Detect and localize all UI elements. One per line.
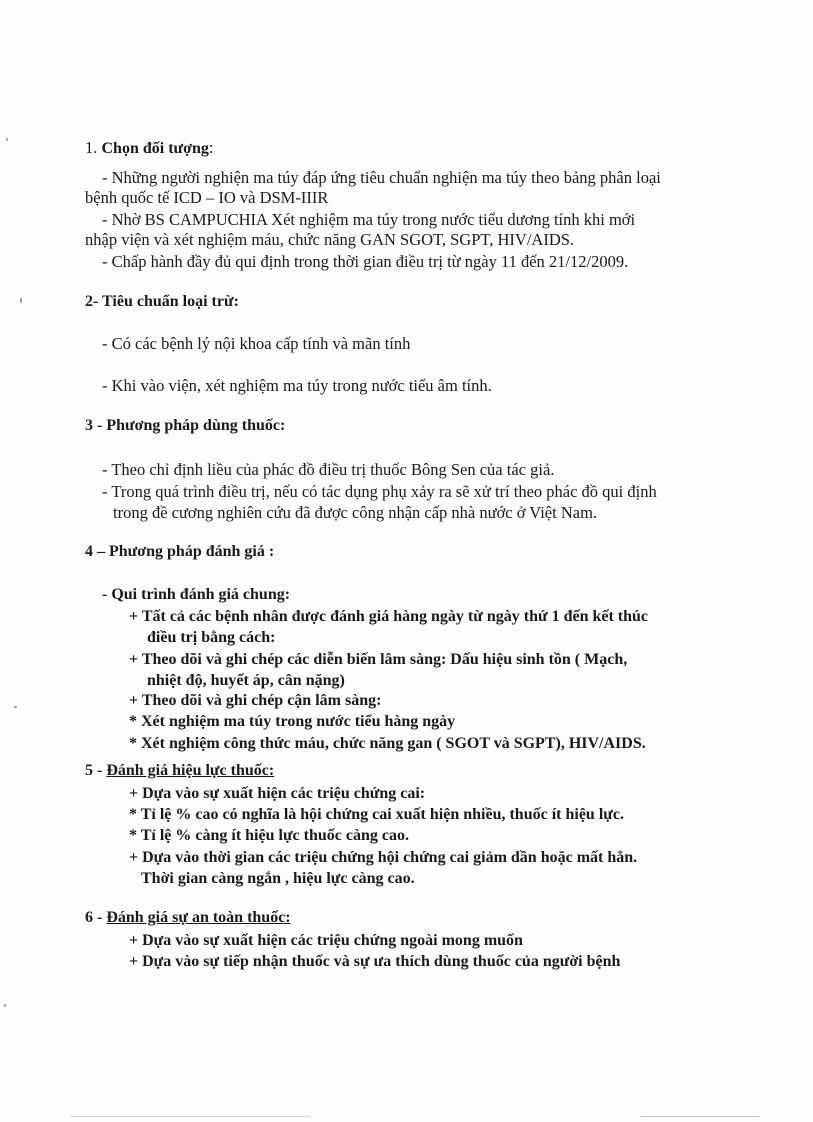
section6-line: + Dựa vào sự tiếp nhận thuốc và sự ưa thích dùng thuốc của người bệnh bbox=[129, 953, 621, 970]
section1-line: - Những người nghiện ma túy đáp ứng tiêu chuẩn nghiện ma túy theo bảng phân loại bbox=[102, 168, 661, 187]
section3-line: - Theo chỉ định liều của phác đồ điều trị thuốc Bông Sen của tác giả. bbox=[102, 460, 555, 479]
section1-heading bbox=[85, 138, 213, 159]
scan-speck bbox=[70, 1116, 310, 1117]
section3-title: 3 - Phương pháp dùng thuốc: bbox=[85, 417, 286, 434]
section1-line: bệnh quốc tế ICD – IO và DSM-IIIR bbox=[85, 188, 329, 207]
section2-line: - Có các bệnh lý nội khoa cấp tính và mãn tính bbox=[102, 334, 411, 353]
section6-number: 6 - bbox=[85, 909, 107, 926]
section1-title: Chọn đối tượng bbox=[101, 140, 209, 157]
section1-line: - Chấp hành đầy đủ qui định trong thời gian điều trị từ ngày 11 đến 21/12/2009. bbox=[102, 252, 629, 271]
section5-line: * Tỉ lệ % càng ít hiệu lực thuốc càng cao. bbox=[129, 827, 409, 844]
section6-heading bbox=[85, 908, 291, 928]
section4-title: 4 – Phương pháp đánh giá : bbox=[85, 543, 275, 560]
section4-line: * Xét nghiệm ma túy trong nước tiểu hàng ngày bbox=[129, 713, 456, 730]
scan-speck bbox=[640, 1116, 760, 1117]
section5-number: 5 - bbox=[85, 762, 107, 779]
scan-speck bbox=[14, 706, 17, 708]
section5-line: Thời gian càng ngắn , hiệu lực càng cao. bbox=[141, 870, 415, 887]
section4-line: + Theo dõi và ghi chép các diễn biến lâm sàng: Dấu hiệu sinh tồn ( Mạch, bbox=[129, 651, 628, 668]
section5-line: + Dựa vào thời gian các triệu chứng hội chứng cai giảm dần hoặc mất hẳn. bbox=[129, 849, 638, 866]
scan-speck bbox=[20, 298, 22, 303]
section5-heading bbox=[85, 761, 274, 781]
section4-line: + Tất cả các bệnh nhân được đánh giá hàng ngày từ ngày thứ 1 đến kết thúc bbox=[129, 608, 649, 625]
section2-title: 2- Tiêu chuẩn loại trừ: bbox=[85, 293, 239, 310]
section2-line: - Khi vào viện, xét nghiệm ma túy trong nước tiểu âm tính. bbox=[102, 376, 492, 395]
scan-speck bbox=[4, 1004, 6, 1007]
section1-line: - Nhờ BS CAMPUCHIA Xét nghiệm ma túy trong nước tiểu dương tính khi mới bbox=[102, 210, 636, 229]
scan-speck bbox=[6, 138, 8, 141]
section3-line: trong đề cương nghiên cứu đã được công nhận cấp nhà nước ở Việt Nam. bbox=[113, 503, 598, 522]
section5-line: * Tỉ lệ % cao có nghĩa là hội chứng cai xuất hiện nhiều, thuốc ít hiệu lực. bbox=[129, 806, 624, 823]
section4-line: nhiệt độ, huyết áp, cân nặng) bbox=[147, 672, 345, 689]
section4-line: + Theo dõi và ghi chép cận lâm sàng: bbox=[129, 692, 382, 709]
section4-line: * Xét nghiệm công thức máu, chức năng gan ( SGOT và SGPT), HIV/AIDS. bbox=[129, 735, 646, 752]
section5-title: Đánh giá hiệu lực thuốc: bbox=[106, 762, 275, 779]
section1-colon: : bbox=[208, 138, 214, 157]
section6-title: Đánh giá sự an toàn thuốc: bbox=[106, 909, 291, 926]
section3-line: - Trong quá trình điều trị, nếu có tác dụng phụ xảy ra sẽ xử trí theo phác đồ qui định bbox=[102, 482, 657, 501]
section1-line: nhập viện và xét nghiệm máu, chức năng GAN SGOT, SGPT, HIV/AIDS. bbox=[85, 230, 575, 249]
section6-line: + Dựa vào sự xuất hiện các triệu chứng ngoài mong muốn bbox=[129, 932, 523, 949]
section1-number: 1. bbox=[85, 138, 102, 157]
section4-line: điều trị bằng cách: bbox=[147, 629, 276, 646]
section5-line: + Dựa vào sự xuất hiện các triệu chứng cai: bbox=[129, 785, 426, 802]
section4-subtitle: - Qui trình đánh giá chung: bbox=[102, 586, 291, 603]
